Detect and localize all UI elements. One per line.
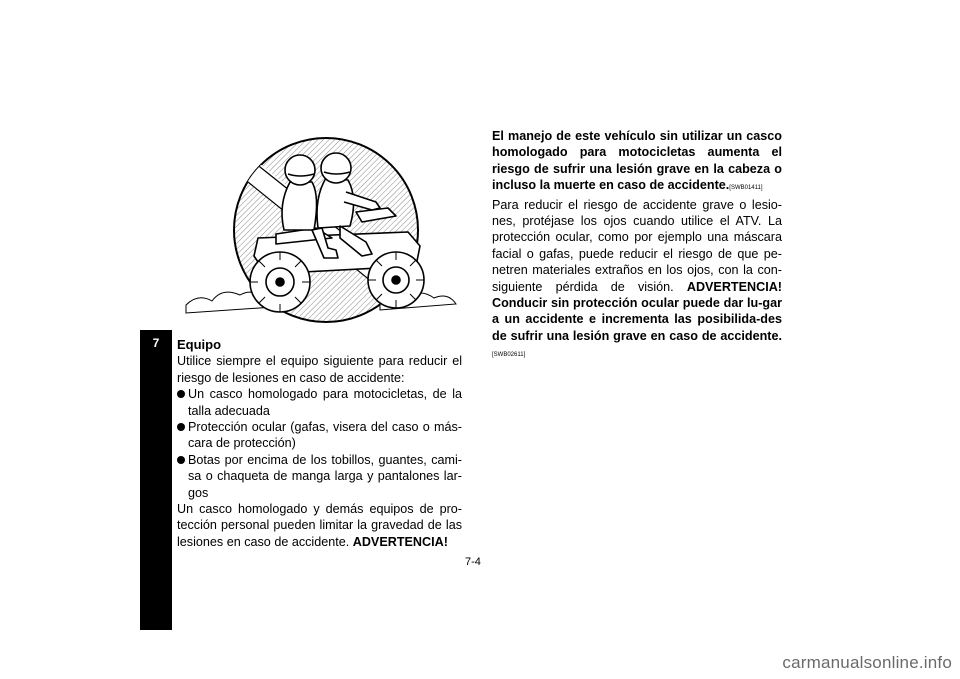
warning-eye-protection: Conducir sin protección ocular puede dar lu-gar a un accidente e incrementa las posibilida-des de sufrir una lesión grave en caso de accidente. xyxy=(492,296,782,343)
bullet-icon xyxy=(177,456,185,464)
warning-label: ADVERTENCIA! xyxy=(686,279,782,294)
bullet-icon xyxy=(177,423,185,431)
warning-helmet: El manejo de este vehículo sin utilizar un casco homologado para motocicletas aumenta el riesgo de sufrir una lesión grave en la cabeza o incluso la muerte en caso de accidente.[SWB01411] xyxy=(492,129,782,193)
chapter-tab xyxy=(140,330,172,630)
list-item: Protección ocular (gafas, visera del caso o más-cara de protección) xyxy=(177,419,462,452)
equipment-list xyxy=(177,386,462,501)
list-item: Botas por encima de los tobillos, guantes, cami-sa o chaqueta de manga larga y pantalones lar-gos xyxy=(177,452,462,501)
warning-label: ADVERTENCIA! xyxy=(352,534,448,549)
right-column xyxy=(492,128,782,364)
chapter-number: 7 xyxy=(152,336,160,350)
closing-paragraph: Un casco homologado y demás equipos de pro-tección personal pueden limitar la gravedad de las lesiones en caso de accidente. ADVERTENCIA! xyxy=(177,502,462,549)
bullet-icon xyxy=(177,390,185,398)
atv-riders-prohibited-icon xyxy=(180,130,476,330)
intro-paragraph: Utilice siempre el equipo siguiente para reducir el riesgo de lesiones en caso de accidente: xyxy=(177,354,462,385)
watermark: carmanualsonline.info xyxy=(782,653,952,672)
eye-protection-paragraph: Para reducir el riesgo de accidente grave o lesio-nes, protéjase los ojos cuando utilice el ATV. La protección ocular, como por ejemplo una máscara facial o gafas, puede reducir el riesgo de que pe-netren materiales extraños en los ojos, con la con-siguiente pérdida de visión. ADVERTENCIA! Conducir sin protección ocular puede dar lu-gar a un accidente e incrementa las posibilida-des de sufrir una lesión grave en caso de accidente.[SWB02611] xyxy=(492,197,782,359)
warning-code: [SWB01411] xyxy=(729,185,763,192)
warning-code: [SWB02611] xyxy=(492,352,526,359)
page-number: 7-4 xyxy=(465,556,481,568)
list-item: Un casco homologado para motocicletas, de la talla adecuada xyxy=(177,386,462,419)
left-column xyxy=(177,337,462,550)
section-heading: Equipo xyxy=(177,337,222,352)
